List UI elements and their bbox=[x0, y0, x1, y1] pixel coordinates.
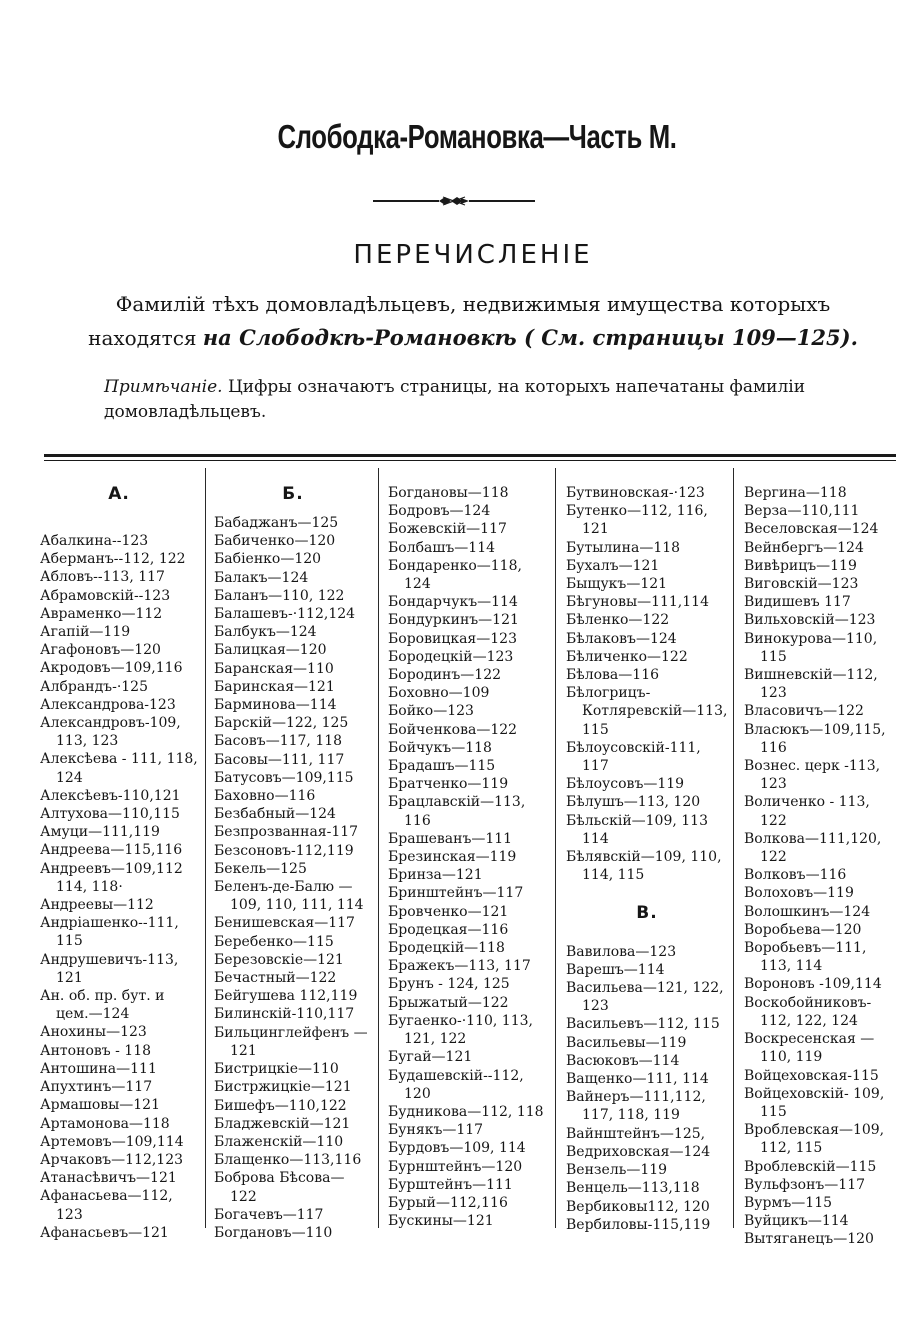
index-entry: Билинскій-110,117 bbox=[214, 1006, 355, 1023]
index-entry: Бутвиновская-·123 bbox=[566, 485, 705, 501]
index-column-b3-v bbox=[566, 484, 728, 1234]
column-separator bbox=[733, 468, 734, 1228]
index-entry: Бунякъ—117 bbox=[388, 1122, 484, 1139]
index-entry: Авраменко—112 bbox=[40, 605, 163, 622]
index-entry: Васильевы—119 bbox=[566, 1034, 687, 1051]
index-entry: Бильцинглейфенъ —121 bbox=[214, 1024, 368, 1059]
index-entry: Воскобойниковъ- 112, 122, 124 bbox=[744, 994, 872, 1029]
divider-thick bbox=[44, 454, 896, 457]
index-entry: Васильевъ—112, 115 bbox=[566, 1016, 720, 1033]
index-entry: Брыжатый—122 bbox=[388, 994, 509, 1011]
index-entry: Волоховъ—119 bbox=[744, 885, 854, 902]
index-entry: Вроблевскій—115 bbox=[744, 1158, 877, 1175]
index-entry: Божевскій—117 bbox=[388, 521, 507, 538]
index-entry: Березовскіе—121 bbox=[214, 951, 344, 968]
index-entry: Бѣличенко—122 bbox=[566, 648, 688, 665]
index-entry: Бойко—123 bbox=[388, 703, 474, 720]
index-entry: Агапій—119 bbox=[40, 624, 131, 641]
index-entry: Вергина—118 bbox=[744, 485, 847, 501]
divider-thin bbox=[44, 460, 896, 461]
index-entry: Андріашенко--111, 115 bbox=[40, 915, 179, 950]
index-entry: Брезинская—119 bbox=[388, 849, 517, 866]
index-entry: Винокурова—110, 115 bbox=[744, 630, 878, 665]
index-entry: Арчаковъ—112,123 bbox=[40, 1151, 184, 1168]
index-entry: Богдановы—118 bbox=[388, 485, 509, 501]
index-entry: Бондуркинъ—121 bbox=[388, 612, 519, 629]
index-entry: Богдановъ—110 bbox=[214, 1224, 333, 1241]
index-entry: Бродецкій—118 bbox=[388, 940, 505, 957]
index-entry: Бринштейнъ—117 bbox=[388, 885, 524, 902]
index-entry: Брунъ - 124, 125 bbox=[388, 976, 510, 993]
index-entry: Бойчукъ—118 bbox=[388, 739, 492, 756]
index-entry: Бородецкій—123 bbox=[388, 648, 514, 665]
index-entry: Воробьева—120 bbox=[744, 921, 862, 938]
index-entry: Бондаренко—118, 124 bbox=[388, 557, 522, 593]
index-entry: Андреевы—112 bbox=[40, 897, 154, 914]
index-entry: Богачевъ—117 bbox=[214, 1206, 324, 1223]
note-paragraph bbox=[104, 375, 864, 425]
index-entry: Бурдовъ—109, 114 bbox=[388, 1140, 526, 1157]
index-entry: Боброва Бѣсова— 122 bbox=[214, 1170, 345, 1205]
index-entry: Атанасѣвичъ—121 bbox=[40, 1170, 177, 1187]
index-entry: Безпрозванная-117 bbox=[214, 824, 359, 841]
index-entry: Безбабный—124 bbox=[214, 806, 336, 823]
index-entry: Апухтинъ—117 bbox=[40, 1079, 153, 1096]
index-entry: Бородинъ—122 bbox=[388, 667, 502, 684]
index-entry: Акродовъ—109,116 bbox=[40, 660, 183, 677]
note-label: Примѣчаніе. bbox=[104, 377, 223, 397]
index-entry: Ан. об. пр. бут. и цем.—124 bbox=[40, 988, 165, 1023]
index-entry: Виговскій—123 bbox=[744, 576, 859, 593]
index-entry: Воробьевъ—111, 113, 114 bbox=[744, 940, 867, 975]
subtitle-line-2-prefix: находятся bbox=[88, 326, 197, 350]
index-entry: Вензель—119 bbox=[566, 1162, 668, 1179]
index-entry: Безсоновъ-112,119 bbox=[214, 842, 354, 859]
index-entry: Вознес. церк -113, 123 bbox=[744, 758, 881, 793]
index-entry: Бечастный—122 bbox=[214, 970, 337, 987]
index-entry: Бладжевскій—121 bbox=[214, 1115, 351, 1132]
index-entry: Васильева—121, 122, 123 bbox=[566, 980, 724, 1015]
index-entry: Брашеванъ—111 bbox=[388, 830, 513, 847]
index-entry: Васюковъ—114 bbox=[566, 1052, 680, 1069]
index-entry: Бойченкова—122 bbox=[388, 721, 518, 738]
index-entry: Вроблевская—109, 112, 115 bbox=[744, 1122, 885, 1157]
index-entry: Воличенко - 113, 122 bbox=[744, 794, 870, 829]
index-entry: Баховно—116 bbox=[214, 788, 316, 805]
index-entry: Войцеховскій- 109, 115 bbox=[744, 1085, 885, 1120]
index-entry: Анохины—123 bbox=[40, 1024, 147, 1041]
index-entry: Андрушевичъ-113, 121 bbox=[40, 951, 179, 986]
subtitle-line-1: Фамилій тѣхъ домовладѣльцевъ, недвижимыя имущества которыхъ bbox=[115, 292, 831, 316]
index-entry: Бѣльскій—109, 113 114 bbox=[566, 812, 708, 847]
index-entry: Барскій—122, 125 bbox=[214, 715, 349, 732]
section-heading: ПЕРЕЧИСЛЕНІЕ bbox=[353, 240, 593, 270]
index-entry: Андреевъ—109,112 114, 118· bbox=[40, 860, 183, 895]
index-entry: Албрандъ-·125 bbox=[40, 678, 148, 695]
index-entry: Вербиковы112, 120 bbox=[566, 1198, 710, 1215]
index-entry: Абрамовскій--123 bbox=[40, 587, 171, 604]
index-entry: Братченко—119 bbox=[388, 776, 509, 793]
index-entry: Вороновъ -109,114 bbox=[744, 976, 882, 993]
index-entry: Воскресенская — 110, 119 bbox=[744, 1031, 875, 1066]
index-column-a bbox=[40, 484, 198, 1242]
page-title: Слободка-Романовка—Часть М. bbox=[277, 118, 677, 155]
index-entry: Баранская—110 bbox=[214, 660, 334, 677]
index-entry: Бабіенко—120 bbox=[214, 551, 322, 568]
index-entry: Афанасьева—112, 123 bbox=[40, 1188, 173, 1223]
index-entry: Бѣгуновы—111,114 bbox=[566, 594, 709, 611]
index-entry: Бѣлявскій—109, 110, 114, 115 bbox=[566, 849, 722, 884]
index-entry: Бенишевская—117 bbox=[214, 915, 355, 932]
column-separator bbox=[555, 468, 556, 1228]
index-entry: Басовы—111, 117 bbox=[214, 751, 345, 768]
index-entry: Бродецкая—116 bbox=[388, 921, 509, 938]
index-entry: Бутылина—118 bbox=[566, 539, 681, 556]
index-entry: Беленъ-де-Балю — 109, 110, 111, 114 bbox=[214, 879, 364, 914]
index-entry: Алтухова—110,115 bbox=[40, 806, 180, 823]
index-entry: Верза—110,111 bbox=[744, 503, 860, 520]
index-entry: Брацлавскій—113, 116 bbox=[388, 794, 526, 829]
index-entry: Бѣлогрицъ-Котляревскій—113, 115 bbox=[566, 685, 728, 738]
note-text: Цифры означаютъ страницы, на которыхъ напечатаны фамиліи домовладѣльцевъ. bbox=[104, 377, 806, 422]
index-entry: Александрова-123 bbox=[40, 696, 176, 713]
index-entry: Ващенко—111, 114 bbox=[566, 1071, 709, 1088]
index-entry: Бѣлушъ—113, 120 bbox=[566, 794, 701, 811]
index-entry: Бухалъ—121 bbox=[566, 557, 660, 574]
index-entry: Алексѣева - 111, 118, 124 bbox=[40, 751, 198, 786]
section-letter: А. bbox=[108, 484, 130, 504]
index-entry: Брадашъ—115 bbox=[388, 758, 496, 775]
index-entry: Баланъ—110, 122 bbox=[214, 587, 345, 604]
subtitle-line-2-italic: на Слободкѣ-Романовкѣ ( См. страницы 109—125). bbox=[202, 325, 858, 350]
index-entry: Волковъ—116 bbox=[744, 867, 847, 884]
index-entry: Батусовъ—109,115 bbox=[214, 769, 354, 786]
index-entry: Будашевскій--112, 120 bbox=[388, 1067, 524, 1102]
index-entry: Бабиченко—120 bbox=[214, 533, 336, 550]
index-entry: Бугай—121 bbox=[388, 1049, 473, 1066]
index-entry: Боровицкая—123 bbox=[388, 630, 517, 647]
index-entry: Боховно—109 bbox=[388, 685, 490, 702]
index-entry: Балашевъ-·112,124 bbox=[214, 606, 356, 623]
section-letter: Б. bbox=[282, 484, 304, 504]
index-entry: Артемовъ—109,114 bbox=[40, 1133, 184, 1150]
index-entry: Алексѣевъ-110,121 bbox=[40, 787, 181, 804]
index-entry: Бурый—112,116 bbox=[388, 1194, 508, 1211]
index-entry: Вайнштейнъ—125, bbox=[566, 1125, 706, 1142]
index-entry: Власовичъ—122 bbox=[744, 703, 864, 720]
column-separator bbox=[205, 468, 206, 1228]
index-entry: Вуйцикъ—114 bbox=[744, 1213, 849, 1230]
index-entry: Вильховскій—123 bbox=[744, 612, 876, 629]
index-entry: Вивѣрицъ—119 bbox=[744, 557, 857, 574]
index-entry: Барминова—114 bbox=[214, 697, 337, 714]
index-entry: Бондарчукъ—114 bbox=[388, 594, 518, 611]
index-entry: Бурштейнъ—111 bbox=[388, 1176, 513, 1193]
index-entry: Бускины—121 bbox=[388, 1213, 494, 1230]
index-entry: Басовъ—117, 118 bbox=[214, 733, 343, 750]
index-entry: Вурмъ—115 bbox=[744, 1194, 833, 1211]
index-entry: Антошина—111 bbox=[40, 1060, 157, 1077]
index-entry: Блаженскій—110 bbox=[214, 1133, 344, 1150]
index-spacer bbox=[566, 884, 728, 902]
index-entry: Вытяганецъ—120 bbox=[744, 1231, 874, 1248]
index-entry: Бугаенко-·110, 113, 121, 122 bbox=[388, 1012, 533, 1048]
index-entry: Власюкъ—109,115, 116 bbox=[744, 721, 886, 756]
index-entry: Будникова—112, 118 bbox=[388, 1103, 544, 1120]
index-column-b2 bbox=[388, 484, 550, 1230]
index-entry: Бѣленко—122 bbox=[566, 612, 670, 629]
index-entry: Болбашъ—114 bbox=[388, 539, 496, 556]
index-entry: Бодровъ—124 bbox=[388, 503, 491, 520]
index-entry: Антоновъ - 118 bbox=[40, 1042, 152, 1059]
index-entry: Веселовская—124 bbox=[744, 521, 879, 538]
index-entry: Аберманъ--112, 122 bbox=[40, 551, 186, 568]
index-entry: Армашовы—121 bbox=[40, 1097, 160, 1114]
index-entry: Вербиловы-115,119 bbox=[566, 1216, 711, 1233]
index-entry: Бѣлова—116 bbox=[566, 667, 660, 684]
index-entry: Балакъ—124 bbox=[214, 569, 309, 586]
index-entry: Блащенко—113,116 bbox=[214, 1152, 362, 1169]
ornament-divider bbox=[373, 195, 535, 207]
index-entry: Абалкина--123 bbox=[40, 533, 149, 549]
index-entry: Беребенко—115 bbox=[214, 933, 334, 950]
index-entry: Волошкинъ—124 bbox=[744, 903, 871, 920]
index-entry: Амуци—111,119 bbox=[40, 824, 160, 841]
index-entry: Артамонова—118 bbox=[40, 1115, 170, 1132]
index-entry: Венцель—113,118 bbox=[566, 1180, 700, 1197]
index-entry: Бровченко—121 bbox=[388, 903, 509, 920]
index-entry: Бекель—125 bbox=[214, 860, 307, 877]
index-entry: Вайнеръ—111,112, 117, 118, 119 bbox=[566, 1089, 706, 1124]
index-entry: Бѣлоусовъ—119 bbox=[566, 776, 685, 793]
index-entry: Балбукъ—124 bbox=[214, 624, 317, 641]
column-separator bbox=[378, 468, 379, 1228]
index-entry: Агафоновъ—120 bbox=[40, 642, 161, 659]
index-entry: Абловъ--113, 117 bbox=[40, 569, 165, 586]
index-entry: Баринская—121 bbox=[214, 678, 335, 695]
index-entry: Бражекъ—113, 117 bbox=[388, 958, 531, 975]
index-column-b1 bbox=[214, 484, 372, 1242]
index-entry: Балицкая—120 bbox=[214, 642, 327, 659]
index-entry: Варешъ—114 bbox=[566, 961, 665, 978]
index-entry: Бабаджанъ—125 bbox=[214, 515, 339, 531]
index-entry: Бринза—121 bbox=[388, 867, 483, 884]
index-entry: Бистржицкіе—121 bbox=[214, 1079, 352, 1096]
index-entry: Бишефъ—110,122 bbox=[214, 1097, 347, 1114]
index-entry: Войцеховская-115 bbox=[744, 1067, 879, 1084]
index-entry: Вишневскій—112, 123 bbox=[744, 667, 878, 702]
index-column-v2 bbox=[744, 484, 899, 1249]
index-entry: Видишевъ 117 bbox=[744, 594, 851, 611]
index-entry: Александровъ-109, 113, 123 bbox=[40, 715, 181, 750]
index-entry: Вульфзонъ—117 bbox=[744, 1176, 866, 1193]
index-entry: Ведриховская—124 bbox=[566, 1143, 711, 1160]
index-entry: Афанасьевъ—121 bbox=[40, 1224, 169, 1241]
index-entry: Бутенко—112, 116, 121 bbox=[566, 503, 708, 538]
section-letter: В. bbox=[636, 902, 658, 923]
index-entry: Вейнбергъ—124 bbox=[744, 539, 864, 556]
index-entry: Бѣлаковъ—124 bbox=[566, 630, 677, 647]
index-entry: Андреева—115,116 bbox=[40, 842, 183, 859]
index-entry: Бѣлоусовскій-111, 117 bbox=[566, 739, 701, 775]
subtitle-line-2 bbox=[0, 325, 900, 350]
index-entry: Волкова—111,120, 122 bbox=[744, 830, 882, 866]
index-entry: Бистрицкіе—110 bbox=[214, 1061, 339, 1078]
index-entry: Бейгушева 112,119 bbox=[214, 988, 358, 1005]
index-entry: Быщукъ—121 bbox=[566, 576, 668, 593]
index-entry: Вавилова—123 bbox=[566, 943, 677, 960]
index-entry: Бурнштейнъ—120 bbox=[388, 1158, 523, 1175]
